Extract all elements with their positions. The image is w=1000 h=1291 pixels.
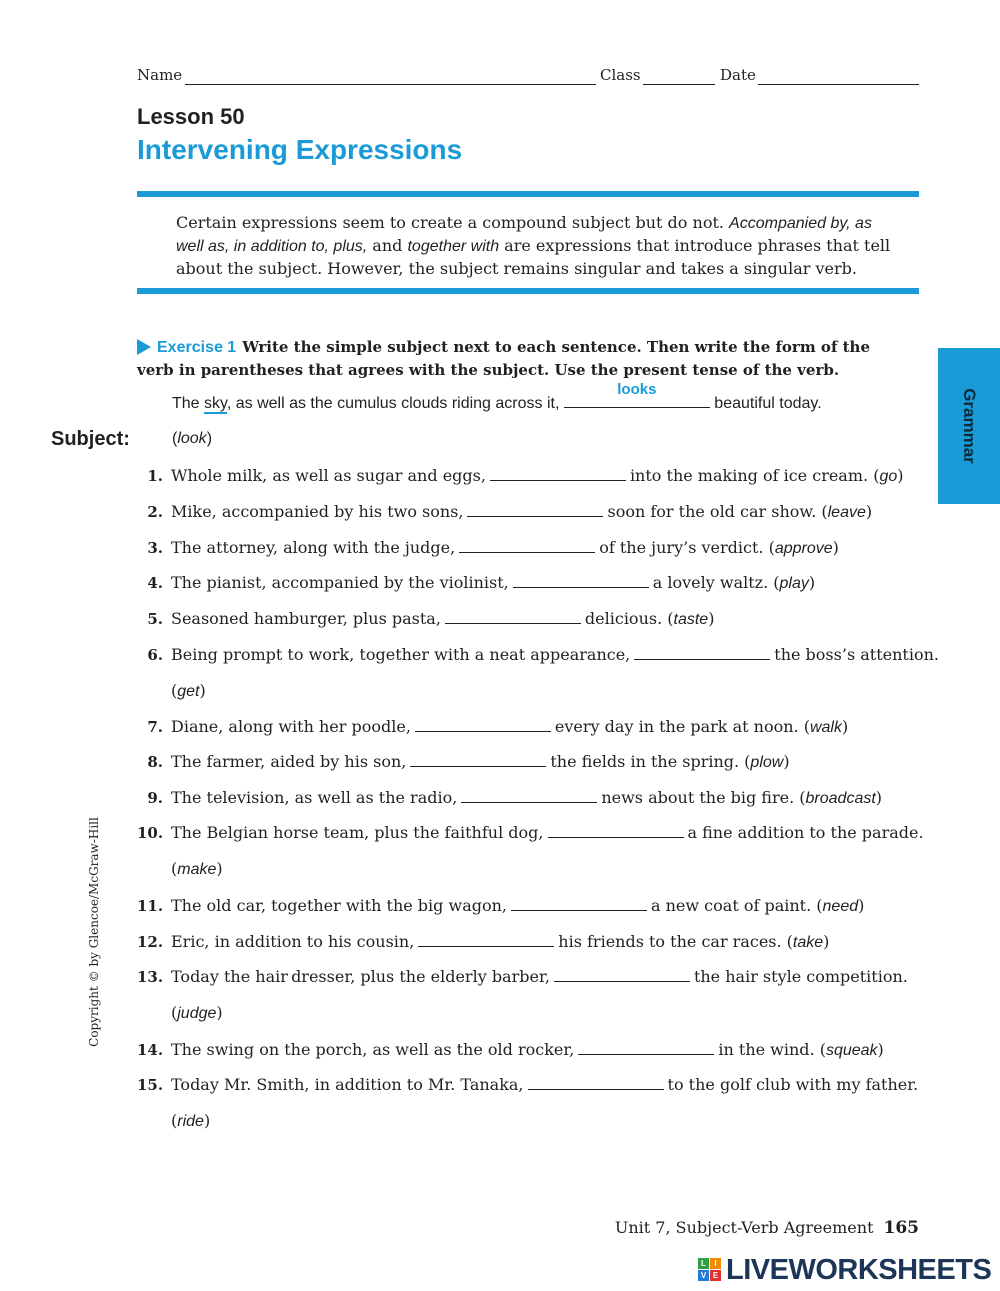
item-number: 9.: [147, 789, 163, 807]
page-footer: [615, 1218, 919, 1238]
copyright-notice: Copyright © by Glencoe/McGraw-Hill: [87, 817, 101, 1047]
name-line: [185, 84, 596, 85]
exercise-item: 2. Mike, accompanied by his two sons, soon for the old car show. (leave): [137, 502, 872, 522]
answer-blank[interactable]: [634, 645, 770, 660]
item-verb-continuation: (judge): [171, 1003, 223, 1022]
exercise-label: Exercise 1: [157, 339, 237, 356]
sample-answer: looks: [617, 381, 657, 398]
answer-blank[interactable]: [418, 932, 554, 947]
answer-blank[interactable]: [415, 717, 551, 732]
exercise-item: 10. The Belgian horse team, plus the faithful dog, a fine addition to the parade.: [137, 823, 924, 842]
item-number: 11.: [137, 897, 164, 915]
exercise-instructions: Write the simple subject next to each sentence. Then write the form of the verb in parentheses that agrees with the subject. Use the present tense of the verb.: [137, 338, 870, 379]
answer-blank[interactable]: [410, 752, 546, 767]
top-rule: [137, 191, 919, 197]
exercise-item: 15. Today Mr. Smith, in addition to Mr. Tanaka, to the golf club with my father.: [137, 1075, 919, 1094]
exercise-item: 14. The swing on the porch, as well as the old rocker, in the wind. (squeak): [137, 1040, 884, 1059]
item-number: 6.: [147, 646, 163, 664]
answer-blank[interactable]: [445, 609, 581, 624]
item-number: 1.: [147, 467, 163, 485]
item-number: 7.: [147, 718, 163, 736]
answer-blank[interactable]: [467, 502, 603, 517]
lesson-number: Lesson 50: [137, 104, 245, 129]
exercise-item: 6. Being prompt to work, together with a neat appearance, the boss’s attention.: [137, 645, 939, 664]
exercise-item: 3. The attorney, along with the judge, of the jury’s verdict. (approve): [137, 538, 839, 558]
exercise-item: 9. The television, as well as the radio, news about the big fire. (broadcast): [137, 788, 882, 808]
answer-blank[interactable]: [528, 1075, 664, 1090]
sample-verb: (look): [172, 430, 213, 447]
sample-answer-blank: [564, 381, 710, 408]
intro-paragraph: Certain expressions seem to create a compound subject but do not. Accompanied by, as well as, in addition to, plus, and together with are expressions that introduce phrases that tell about the subject. However, the subject remains singular and takes a singular verb.: [176, 213, 891, 278]
exercise-item: 8. The farmer, aided by his son, the fields in the spring. (plow): [137, 752, 790, 772]
item-number: 13.: [137, 968, 164, 986]
item-number: 12.: [137, 933, 164, 951]
item-verb-continuation: (make): [171, 859, 223, 878]
liveworksheets-logo: [698, 1255, 991, 1285]
class-line: [643, 84, 715, 85]
page-number: 165: [883, 1218, 919, 1238]
name-label: Name: [137, 66, 183, 84]
logo-square: I: [710, 1258, 721, 1269]
bottom-rule: [137, 288, 919, 294]
liveworksheets-brand: LIVEWORKSHEETS: [726, 1253, 992, 1286]
grammar-tab: [938, 348, 1000, 504]
answer-blank[interactable]: [490, 466, 626, 481]
answer-blank[interactable]: [578, 1040, 714, 1055]
exercise-item: 12. Eric, in addition to his cousin, his friends to the car races. (take): [137, 932, 830, 951]
exercise-item: 13. Today the hair dresser, plus the elderly barber, the hair style competition.: [137, 967, 908, 986]
logo-square: V: [698, 1270, 709, 1281]
answer-blank[interactable]: [554, 967, 690, 982]
item-verb-continuation: (ride): [171, 1111, 211, 1130]
item-verb-continuation: (get): [171, 681, 206, 700]
logo-square: E: [710, 1270, 721, 1281]
class-label: Class: [600, 66, 641, 84]
item-number: 8.: [147, 753, 163, 771]
play-arrow-icon: [137, 339, 151, 355]
item-number: 15.: [137, 1076, 164, 1094]
sample-subject: sky: [204, 395, 227, 412]
item-number: 2.: [147, 503, 163, 521]
lesson-title: Intervening Expressions: [137, 134, 463, 165]
exercise-item: 5. Seasoned hamburger, plus pasta, delicious. (taste): [137, 609, 714, 629]
item-number: 10.: [137, 824, 164, 842]
item-number: 4.: [147, 574, 163, 592]
answer-blank[interactable]: [548, 823, 684, 838]
item-number: 5.: [147, 610, 163, 628]
exercise-heading: [137, 336, 877, 381]
date-label: Date: [720, 66, 756, 84]
grammar-tab-label: Grammar: [960, 388, 979, 464]
sample-sentence: The sky, as well as the cumulus clouds riding across it, looks beautiful today.: [172, 381, 822, 412]
date-line: [758, 84, 919, 85]
exercise-item: 1. Whole milk, as well as sugar and eggs, into the making of ice cream. (go): [137, 466, 903, 486]
item-number: 3.: [147, 539, 163, 557]
answer-blank[interactable]: [461, 788, 597, 803]
logo-square: L: [698, 1258, 709, 1269]
answer-blank[interactable]: [459, 538, 595, 553]
subject-label: Subject:: [51, 428, 130, 450]
exercise-item: 7. Diane, along with her poodle, every day in the park at noon. (walk): [137, 717, 848, 737]
footer-unit: Unit 7, Subject-Verb Agreement: [614, 1218, 874, 1237]
answer-blank[interactable]: [511, 896, 647, 911]
answer-blank[interactable]: [513, 573, 649, 588]
exercise-item: 4. The pianist, accompanied by the violinist, a lovely waltz. (play): [137, 573, 815, 593]
exercise-item: 11. The old car, together with the big wagon, a new coat of paint. (need): [137, 896, 865, 915]
item-number: 14.: [137, 1041, 164, 1059]
liveworksheets-logo-icon: [698, 1258, 722, 1282]
